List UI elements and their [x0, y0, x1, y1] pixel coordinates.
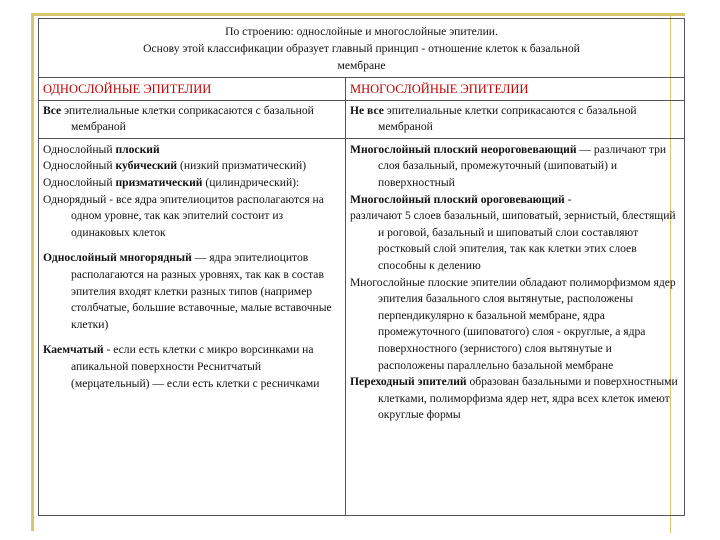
- text: - если есть клетки с микро ворсинками на апикальной поверхности Реснитчатый (мерцательный) — если есть клетки с ресничками: [71, 343, 320, 390]
- text: (низкий призматический): [177, 159, 307, 173]
- text: образован базальными и поверхностными клетками, полиморфизма ядер нет, ядра всех клеток имеют округлые формы: [378, 375, 678, 422]
- frame-left-border: [31, 13, 34, 531]
- list-item: [43, 142, 341, 159]
- header-row: [39, 19, 685, 78]
- cell-single-layer-contact: [39, 100, 346, 138]
- header-line-3: мембране: [337, 59, 386, 72]
- text: эпителиальные клетки соприкасаются с базальной мембраной: [378, 103, 637, 134]
- epithelium-table: [38, 18, 685, 516]
- text: — различают три слоя базальный, промежуточный (шиповатый) и поверхностный: [378, 142, 667, 189]
- list-item: [350, 374, 680, 424]
- table-row: [39, 100, 685, 138]
- list-item: [350, 142, 680, 192]
- table-header: [39, 19, 685, 78]
- cell-multi-layer-contact: [346, 100, 685, 138]
- bold-term: Многослойный плоский неороговевающий: [350, 142, 577, 156]
- bold-term: призматический: [115, 175, 203, 189]
- list-item: различают 5 слоев базальный, шиповатый, зернистый, блестящий и роговой, базальный и шиповатый слои составляют ростковый слой эпителия, так как клетки этих слоев способны к делению: [350, 209, 676, 272]
- text: -: [564, 192, 572, 206]
- header-line-1: По строению: однослойные и многослойные эпителии.: [225, 25, 498, 38]
- bold-term: Не все: [350, 103, 384, 117]
- list-item: Многослойные плоские эпителии обладают полиморфизмом ядер эпителия базального слоя вытянутые, расположены перпендикулярно к базальной мембране, ядра промежуточного (шиповатого) слоя - округлые, а ядра поверхностного (зернистого) слоя вытянутые и расположены параллельно базальной мембране: [350, 275, 676, 372]
- list-item: [43, 342, 341, 392]
- spacer: [43, 333, 341, 342]
- column-header-multi-layer: МНОГОСЛОЙНЫЕ ЭПИТЕЛИИ: [346, 78, 685, 101]
- list-item: [43, 250, 341, 333]
- bold-term: Переходный эпителий: [350, 375, 467, 389]
- text: эпителиальные клетки соприкасаются с базальной мембраной: [61, 103, 314, 134]
- text-block: [350, 103, 680, 136]
- list-item: [43, 175, 341, 192]
- bold-term: Однослойный многорядный: [43, 251, 192, 265]
- list-item: [350, 192, 680, 209]
- document: [38, 18, 684, 516]
- column-header-row: [39, 78, 685, 101]
- text: — ядра эпителиоцитов располагаются на разных уровнях, так как в состав эпителия входят клетки разных типов (например столбчатые, большие вставочные, малые вставочные клетки): [71, 251, 332, 331]
- bold-term: Все: [43, 103, 62, 117]
- table-row: [39, 138, 685, 515]
- cell-multi-layer-types: [346, 138, 685, 515]
- text-block: [43, 103, 341, 136]
- cell-single-layer-types: [39, 138, 346, 515]
- text: Однослойный: [43, 159, 116, 173]
- header-line-2: Основу этой классификации образует главный принцип - отношение клеток к базальной: [143, 42, 580, 55]
- bold-term: Многослойный плоский ороговевающий: [350, 192, 565, 206]
- text: Однослойный: [43, 175, 116, 189]
- text: Однослойный: [43, 142, 116, 156]
- bold-term: Каемчатый: [43, 343, 104, 357]
- list-item: Однорядный - все ядра эпителиоцитов располагаются на одном уровне, так как эпителий состоит из одинаковых клеток: [43, 192, 324, 239]
- spacer: [43, 241, 341, 250]
- bold-term: плоский: [115, 142, 160, 156]
- list-item: [43, 158, 341, 175]
- bold-term: кубический: [115, 159, 178, 173]
- frame-top-border: [31, 13, 685, 16]
- text: (цилиндрический):: [202, 175, 300, 189]
- column-header-single-layer: ОДНОСЛОЙНЫЕ ЭПИТЕЛИИ: [39, 78, 346, 101]
